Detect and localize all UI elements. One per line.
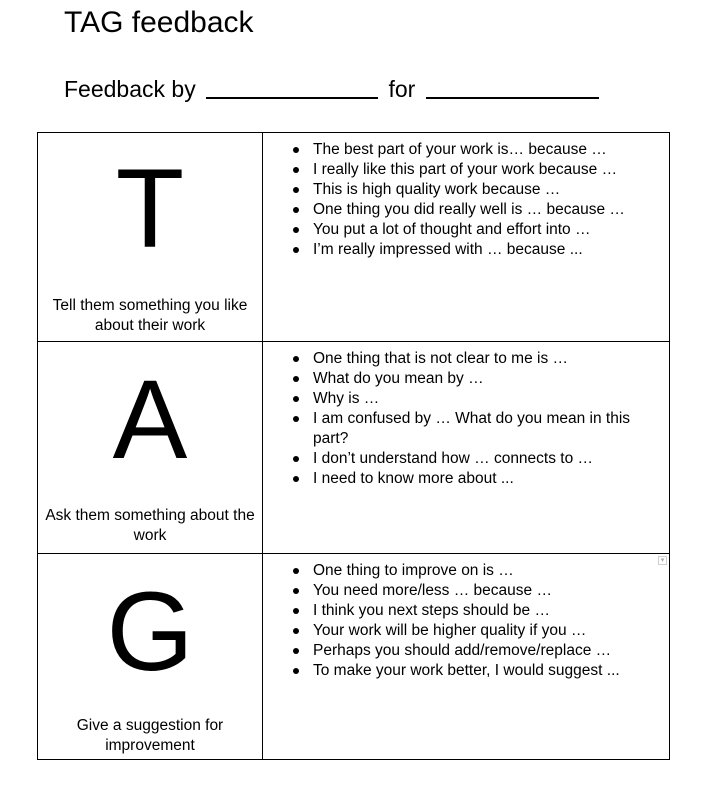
list-item (263, 349, 663, 369)
letter-a: A (112, 357, 188, 482)
caption-ask: Ask them something about the work (45, 507, 255, 544)
list-item (263, 140, 663, 160)
list-item-text: Why is … (313, 390, 380, 407)
list-item-text: One thing you did really well is … because … (313, 201, 625, 218)
list-item (263, 200, 663, 220)
list-item (263, 601, 663, 621)
bullet-icon (293, 147, 299, 153)
bullet-icon (293, 456, 299, 462)
list-item-text: I think you next steps should be … (313, 602, 550, 619)
list-item (263, 240, 663, 260)
prompt-list-give (263, 561, 663, 681)
bullet-icon (293, 227, 299, 233)
bullet-icon (293, 608, 299, 614)
list-item (263, 449, 663, 469)
list-item (263, 389, 663, 409)
bullet-icon (293, 356, 299, 362)
list-item-text: I really like this part of your work because … (313, 161, 618, 178)
list-item-text: You put a lot of thought and effort into … (313, 221, 591, 238)
list-item (263, 160, 663, 180)
list-item-text: I’m really impressed with … because ... (313, 241, 583, 258)
table-row-give (38, 554, 669, 759)
bullet-icon (293, 207, 299, 213)
list-item (263, 220, 663, 240)
list-item (263, 661, 663, 681)
for-label: for (388, 76, 416, 102)
table-row-tell (38, 133, 669, 342)
bullet-icon (293, 668, 299, 674)
prompts-cell-give (263, 554, 669, 759)
bullet-icon (293, 396, 299, 402)
list-item-text: Perhaps you should add/remove/replace … (313, 642, 612, 659)
prompt-list-ask (263, 349, 663, 489)
letter-g: G (106, 569, 194, 694)
list-item (263, 409, 663, 449)
list-item-text: You need more/less … because … (313, 582, 552, 599)
list-item-text: What do you mean by … (313, 370, 484, 387)
list-item (263, 641, 663, 661)
list-item-text: I need to know more about ... (313, 470, 514, 487)
list-item-text: The best part of your work is… because … (313, 141, 607, 158)
list-item-text: One thing that is not clear to me is … (313, 350, 569, 367)
list-item-text: Your work will be higher quality if you … (313, 622, 587, 639)
list-item (263, 621, 663, 641)
list-item (263, 369, 663, 389)
list-item-text: To make your work better, I would suggest ... (313, 662, 620, 679)
for-field[interactable] (426, 77, 599, 99)
bullet-icon (293, 568, 299, 574)
bullet-icon (293, 167, 299, 173)
letter-cell-a (38, 342, 263, 553)
page-title: TAG feedback (64, 6, 254, 39)
prompts-cell-ask (263, 342, 669, 553)
letter-cell-t (38, 133, 263, 341)
tag-table (37, 132, 670, 760)
caption-give: Give a suggestion for improvement (76, 717, 224, 754)
table-row-ask (38, 342, 669, 554)
list-item (263, 581, 663, 601)
bullet-icon (293, 187, 299, 193)
letter-t: T (115, 146, 185, 271)
list-item-text: I am confused by … What do you mean in this part? (313, 410, 631, 447)
list-item (263, 469, 663, 489)
feedback-by-label: Feedback by (64, 76, 196, 102)
cell-menu-icon[interactable]: ▾ (658, 556, 667, 565)
prompt-list-tell (263, 140, 663, 260)
prompts-cell-tell (263, 133, 669, 341)
letter-cell-g (38, 554, 263, 759)
bullet-icon (293, 588, 299, 594)
bullet-icon (293, 376, 299, 382)
feedback-by-field[interactable] (206, 77, 378, 99)
caption-tell: Tell them something you like about their work (52, 297, 248, 334)
list-item-text: This is high quality work because … (313, 181, 561, 198)
byline (64, 75, 603, 103)
bullet-icon (293, 416, 299, 422)
list-item (263, 180, 663, 200)
bullet-icon (293, 628, 299, 634)
list-item-text: I don’t understand how … connects to … (313, 450, 594, 467)
list-item (263, 561, 663, 581)
bullet-icon (293, 247, 299, 253)
bullet-icon (293, 476, 299, 482)
list-item-text: One thing to improve on is … (313, 562, 514, 579)
bullet-icon (293, 648, 299, 654)
